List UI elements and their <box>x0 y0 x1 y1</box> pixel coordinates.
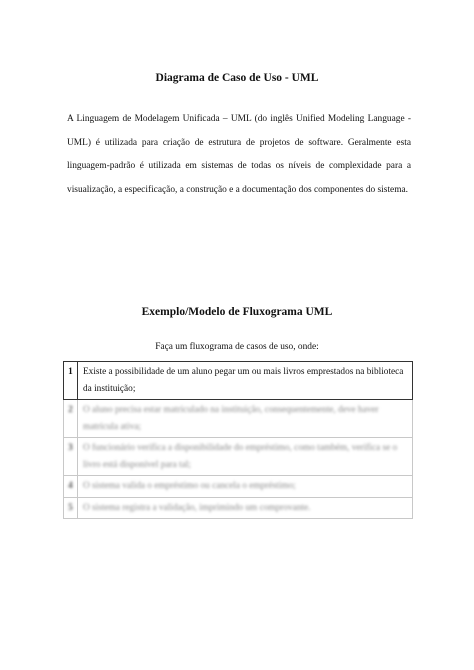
step-text: O aluno precisa estar matriculado na instituição, consequentemente, deve haver matrícula ativa; <box>78 400 413 438</box>
step-number: 4 <box>64 476 78 498</box>
steps-table <box>63 361 413 519</box>
instruction-text: Faça um fluxograma de casos de uso, onde: <box>155 342 319 352</box>
step-text: O funcionário verifica a disponibilidade do empréstimo, como também, verifica se o livro está disponível para tal; <box>78 438 413 476</box>
step-number: 1 <box>64 362 78 400</box>
step-text: O sistema valida o empréstimo ou cancela o empréstimo; <box>78 476 413 498</box>
steps-table-container <box>63 361 413 519</box>
step-text: Existe a possibilidade de um aluno pegar um ou mais livros emprestados na biblioteca da instituição; <box>78 362 413 400</box>
step-number: 5 <box>64 497 78 519</box>
table-row <box>64 438 413 476</box>
section-title: Exemplo/Modelo de Fluxograma UML <box>141 306 333 318</box>
table-row <box>64 362 413 400</box>
table-row <box>64 476 413 498</box>
table-row <box>64 400 413 438</box>
intro-paragraph: A Linguagem de Modelagem Unificada – UML (do inglês Unified Modeling Language - UML) é utilizada para criação de estrutura de projetos de software. Geralmente esta linguagem-padrão é utilizada em sistemas de todas os níveis de complexidade para a visualização, a especificação, a construção e a documentação dos componentes do sistema. <box>67 114 411 195</box>
step-text: O sistema registra a validação, imprimindo um comprovante. <box>78 497 413 519</box>
step-number: 3 <box>64 438 78 476</box>
document-title: Diagrama de Caso de Uso - UML <box>155 72 319 84</box>
step-number: 2 <box>64 400 78 438</box>
table-row <box>64 497 413 519</box>
